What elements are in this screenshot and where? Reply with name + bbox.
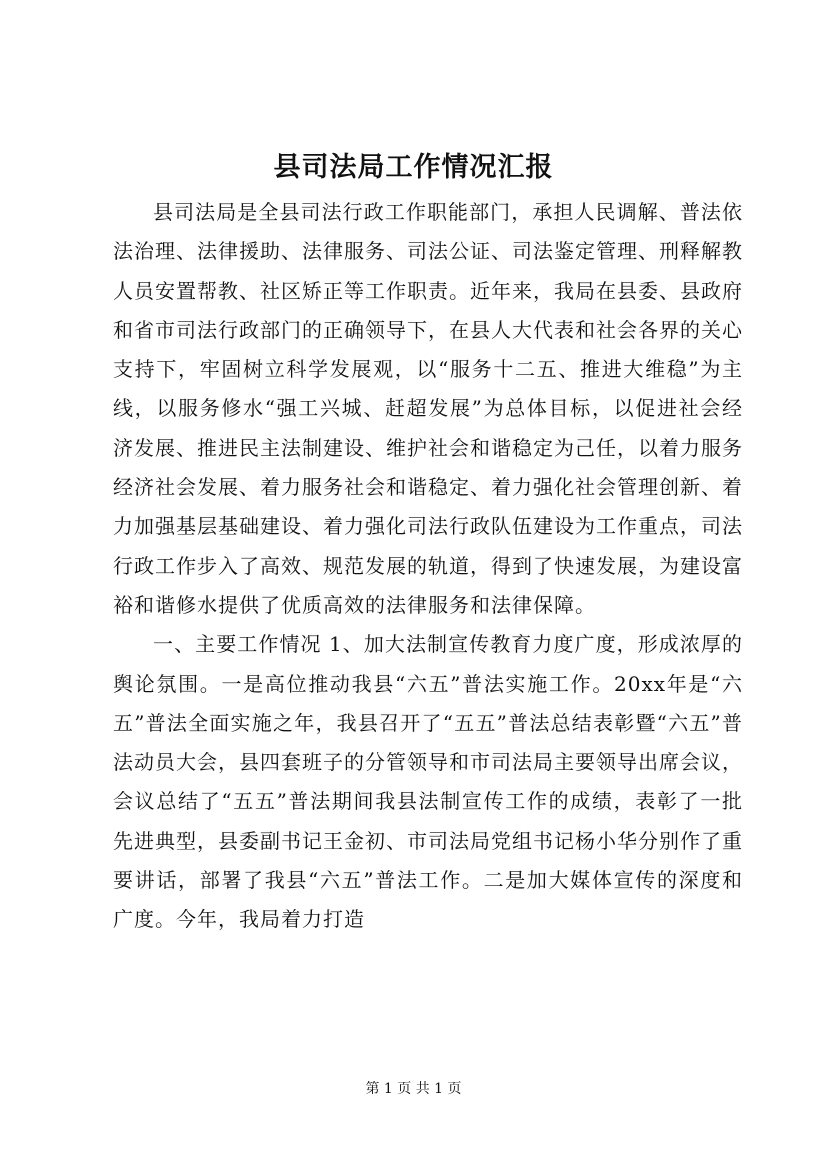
page-footer: 第 1 页 共 1 页 bbox=[365, 1081, 462, 1097]
paragraph-main-work: 一、主要工作情况 1、加大法制宣传教育力度广度，形成浓厚的舆论氛围。一是高位推动我县“六五”普法实施工作。20xx年是“六五”普法全面实施之年，我县召开了“五五”普法总结表彰暨“六五”普法动员大会，县四套班子的分管领导和市司法局主要领导出席会议，会议总结了“五五”普法期间我县法制宣传工作的成绩，表彰了一批先进典型，县委副书记王金初、市司法局党组书记杨小华分别作了重要讲话，部署了我县“六五”普法工作。二是加大媒体宣传的深度和广度。今年，我局着力打造 bbox=[113, 632, 743, 932]
paragraph-intro: 县司法局是全县司法行政工作职能部门，承担人民调解、普法依法治理、法律援助、法律服务、司法公证、司法鉴定管理、刑释解教人员安置帮教、社区矫正等工作职责。近年来，我局在县委、县政府和省市司法行政部门的正确领导下，在县人大代表和社会各界的关心支持下，牢固树立科学发展观，以“服务十二五、推进大维稳”为主线，以服务修水“强工兴城、赶超发展”为总体目标，以促进社会经济发展、推进民主法制建设、维护社会和谐稳定为己任，以着力服务经济社会发展、着力服务社会和谐稳定、着力强化社会管理创新、着力加强基层基础建设、着力强化司法行政队伍建设为工作重点，司法行政工作步入了高效、规范发展的轨道，得到了快速发展，为建设富裕和谐修水提供了优质高效的法律服务和法律保障。 bbox=[113, 200, 743, 617]
document-body bbox=[113, 193, 743, 940]
document-title: 县司法局工作情况汇报 bbox=[273, 152, 554, 183]
